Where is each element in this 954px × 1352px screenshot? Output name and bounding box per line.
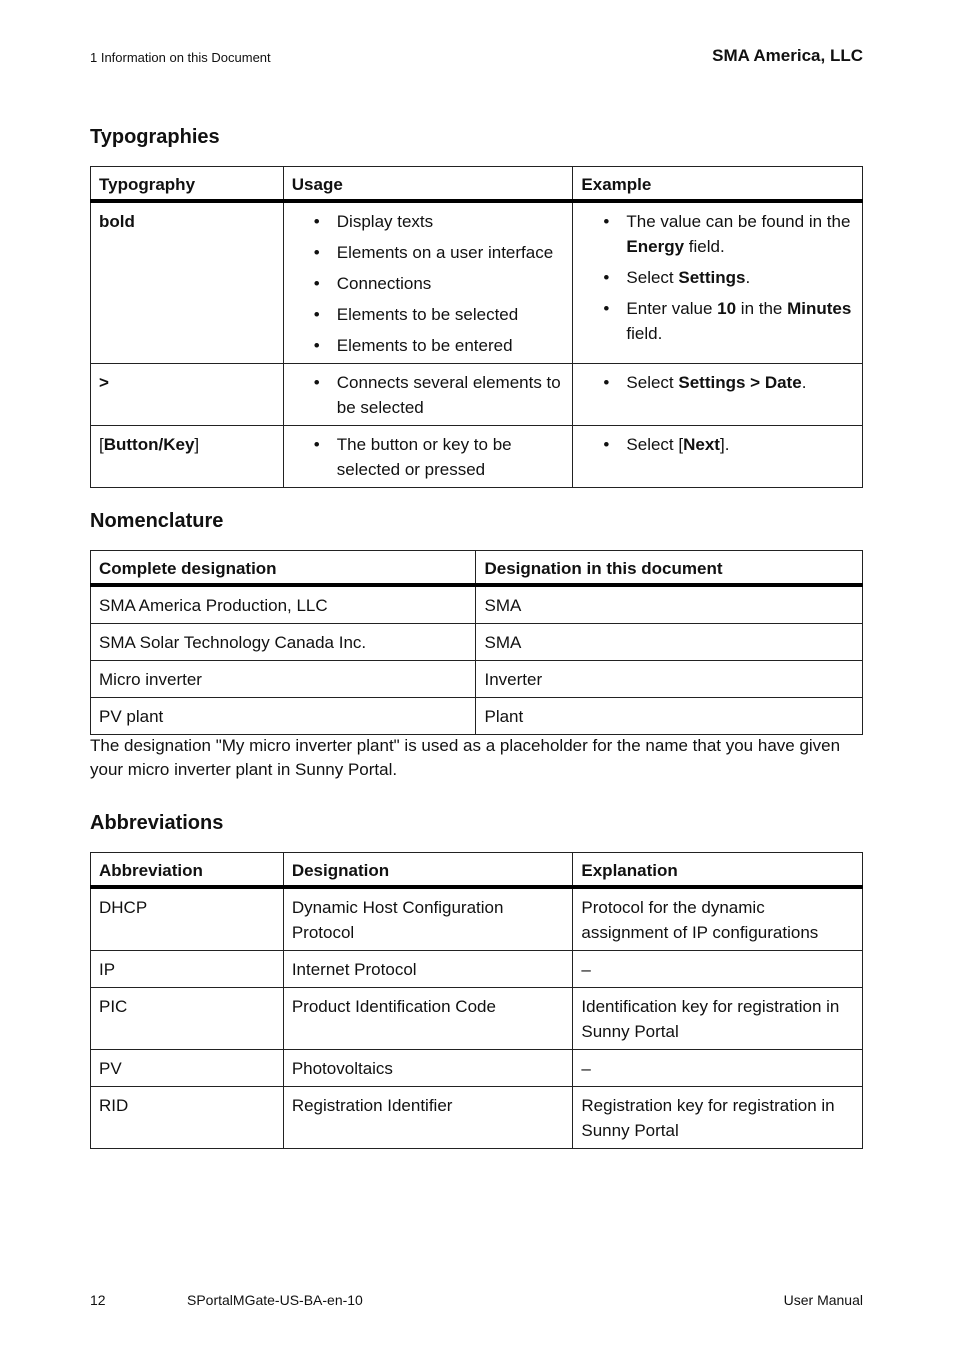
table-row — [91, 988, 863, 1050]
list-item: • The value can be found in the Energy field. — [581, 209, 854, 259]
list-item: • Elements to be entered — [292, 333, 565, 358]
table-cell: DHCP — [91, 887, 284, 951]
table-cell: SMA — [476, 585, 863, 624]
nomenclature-heading: Nomenclature — [90, 510, 224, 532]
table-row — [91, 887, 863, 951]
typographies-heading: Typographies — [90, 126, 220, 148]
usage-list — [292, 370, 565, 420]
table-cell: IP — [91, 951, 284, 988]
table-row — [91, 624, 863, 661]
example-list — [581, 370, 854, 395]
column-header: Typography — [91, 167, 284, 202]
typo-bold: bold — [99, 212, 135, 231]
table-cell: Plant — [476, 698, 863, 735]
list-item: • Connects several elements to be selected — [292, 370, 565, 420]
header-section: 1 Information on this Document — [90, 50, 271, 65]
table-row — [91, 201, 863, 364]
table-cell: Product Identification Code — [283, 988, 573, 1050]
table-cell: Protocol for the dynamic assignment of IP configurations — [573, 887, 863, 951]
column-header: Designation — [283, 853, 573, 888]
table-cell: Identification key for registration in Sunny Portal — [573, 988, 863, 1050]
table-row — [91, 364, 863, 426]
table-cell — [283, 201, 573, 364]
nomenclature-note: The designation "My micro inverter plant" is used as a placeholder for the name that you have given your micro inverter plant in Sunny Portal. — [90, 736, 841, 779]
table-cell: SMA Solar Technology Canada Inc. — [91, 624, 476, 661]
table-cell: SMA America Production, LLC — [91, 585, 476, 624]
table-cell — [573, 426, 863, 488]
table-cell: Inverter — [476, 661, 863, 698]
table-cell — [283, 364, 573, 426]
table-cell — [573, 364, 863, 426]
table-cell: PV plant — [91, 698, 476, 735]
nomenclature-header-row — [91, 551, 863, 586]
abbreviations-header-row — [91, 853, 863, 888]
header-company: SMA America, LLC — [712, 46, 863, 65]
table-cell — [91, 201, 284, 364]
abbreviations-heading: Abbreviations — [90, 812, 224, 834]
table-cell: [Button/Key] — [91, 426, 284, 488]
table-row — [91, 426, 863, 488]
table-cell: Internet Protocol — [283, 951, 573, 988]
column-header: Example — [573, 167, 863, 202]
example-list — [581, 432, 854, 457]
table-cell: Dynamic Host Configuration Protocol — [283, 887, 573, 951]
column-header: Usage — [283, 167, 573, 202]
table-row — [91, 661, 863, 698]
column-header: Explanation — [573, 853, 863, 888]
usage-list — [292, 432, 565, 482]
list-item: • Select Settings > Date. — [581, 370, 854, 395]
usage-list — [292, 209, 565, 358]
table-cell: PV — [91, 1050, 284, 1087]
table-cell: Registration key for registration in Sunny Portal — [573, 1087, 863, 1149]
column-header: Designation in this document — [476, 551, 863, 586]
table-cell: – — [573, 951, 863, 988]
table-cell — [91, 364, 284, 426]
table-row — [91, 585, 863, 624]
list-item: • Elements to be selected — [292, 302, 565, 327]
table-cell: SMA — [476, 624, 863, 661]
nomenclature-table — [90, 550, 863, 735]
typographies-table — [90, 166, 863, 488]
footer-doc-type: User Manual — [783, 1292, 863, 1308]
table-cell: – — [573, 1050, 863, 1087]
table-row — [91, 698, 863, 735]
table-cell: RID — [91, 1087, 284, 1149]
footer-page-number: 12 — [90, 1292, 106, 1308]
typo-arrow: > — [99, 373, 109, 392]
footer-doc-id: SPortalMGate-US-BA-en-10 — [187, 1292, 363, 1308]
table-cell — [283, 426, 573, 488]
column-header: Abbreviation — [91, 853, 284, 888]
list-item: • Enter value 10 in the Minutes field. — [581, 296, 854, 346]
typographies-header-row — [91, 167, 863, 202]
column-header: Complete designation — [91, 551, 476, 586]
table-row — [91, 1050, 863, 1087]
list-item: • Elements on a user interface — [292, 240, 565, 265]
abbreviations-table — [90, 852, 863, 1149]
list-item: • The button or key to be selected or pressed — [292, 432, 565, 482]
table-cell — [573, 201, 863, 364]
table-cell: Micro inverter — [91, 661, 476, 698]
list-item: • Connections — [292, 271, 565, 296]
table-cell: Photovoltaics — [283, 1050, 573, 1087]
table-row — [91, 951, 863, 988]
list-item: • Display texts — [292, 209, 565, 234]
list-item: • Select Settings. — [581, 265, 854, 290]
table-cell: Registration Identifier — [283, 1087, 573, 1149]
table-cell: PIC — [91, 988, 284, 1050]
example-list — [581, 209, 854, 346]
table-row — [91, 1087, 863, 1149]
list-item: • Select [Next]. — [581, 432, 854, 457]
